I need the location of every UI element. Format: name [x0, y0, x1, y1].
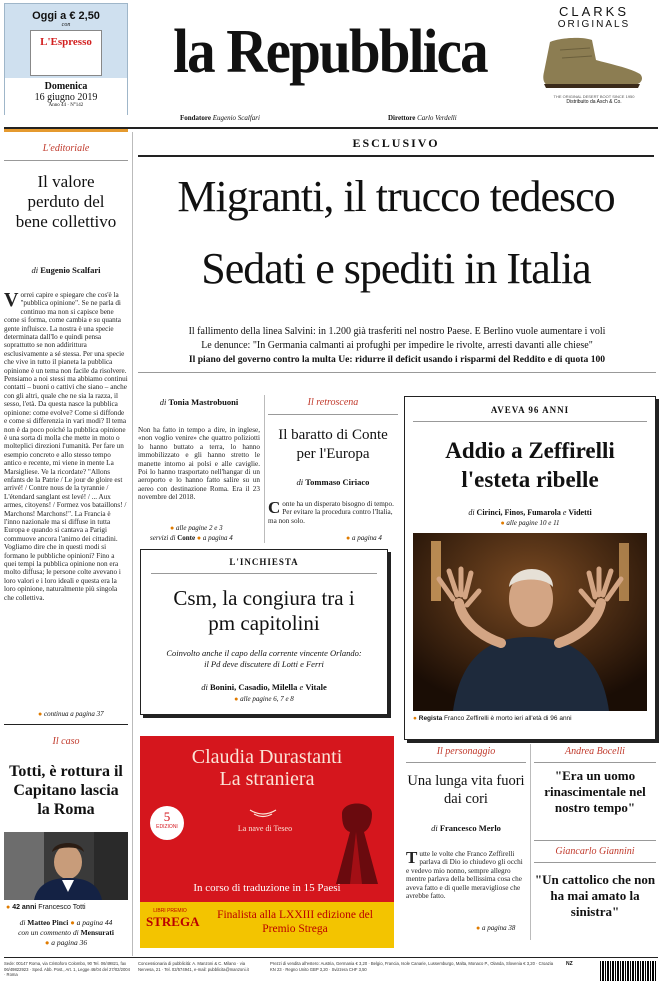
date-label: 16 giugno 2019 [34, 92, 98, 103]
clarks-brand: CLARKS [558, 4, 630, 19]
inchiesta-kicker: L'INCHIESTA [229, 557, 299, 567]
editoriale-byline: di Eugenio Scalfari [31, 265, 101, 275]
zeffirelli-box[interactable] [404, 396, 656, 740]
totti-photo [4, 832, 128, 900]
footer-col-2: Concessionaria di pubblicità: A. Manzoni & C. Milano · via Nervesa, 21 · Tel. 02/574941, e-mail: pubblicita@manzoni.it [138, 961, 249, 972]
orange-accent [4, 129, 128, 132]
personaggio-title[interactable]: Una lunga vita fuori dai cori [407, 773, 525, 807]
inchiesta-byline: di Bonini, Casadio, Milella e Vitale [201, 682, 327, 692]
woman-silhouette [322, 794, 392, 884]
zeffirelli-kicker: AVEVA 96 ANNI [490, 405, 570, 415]
footer-col-3: Prezzi di vendita all'estero: Austria, Germania € 3,20 · Belgio, Francia, Isole Canarie, Lussemburgo, Malta, Monaco P., Olanda, Slovenia € 3,20 · Croazia KN 23 · Regno Unito GBP 3,20 · Svizzera CHF 3,50 [270, 961, 554, 972]
editoriale-cont[interactable]: ● continua a pagina 37 [38, 710, 104, 718]
personaggio-body: T utte le volte che Franco Zeffirelli parlava di Dio io chiudevo gli occhi e vedevo mio nonno, sempre allegro mentre parlava della bellissima cosa che aveva fatto e di quelle meravigliose che avrebbe fatto. [406, 850, 523, 901]
zeffirelli-photo [413, 533, 647, 711]
editoriale-dropcap: V [4, 291, 19, 311]
zeffirelli-caption: ● Regista Franco Zeffirelli è morto ieri all'età di 96 anni [413, 715, 572, 722]
strega-band [140, 902, 394, 948]
barcode-icon [600, 961, 656, 981]
inchiesta-sub: Coinvolto anche il capo della corrente vincente Orlando: il Pd deve discutere di Lotti e Ferri [166, 648, 362, 669]
book-author: Claudia Durastanti [191, 746, 343, 768]
book-title: La straniera [219, 768, 315, 790]
book-ad[interactable] [140, 736, 394, 948]
clarks-dist: Distribuito da Asch & Co. [566, 99, 622, 105]
price-with: con [61, 22, 71, 28]
retroscena-title[interactable]: Il baratto di Conte per l'Europa [278, 427, 388, 462]
book-publisher: La nave di Teseo [237, 824, 293, 833]
personaggio-byline: di Francesco Merlo [431, 823, 501, 833]
director-line: Direttore Carlo Verdelli [388, 114, 457, 122]
espresso-logo: L'Espresso [40, 36, 92, 48]
main-headline-2[interactable]: Sedati e spediti in Italia [201, 244, 591, 293]
inchiesta-title: Csm, la congiura tra i pm capitolini [173, 586, 355, 635]
giannini-quote[interactable]: "Un cattolico che non ha mai amato la sinistra" [534, 872, 656, 919]
strega-logo: LIBRI PREMIO STREGA [146, 908, 200, 929]
espresso-cover [30, 30, 102, 76]
founder-line: Fondatore Eugenio Scalfari [180, 114, 260, 122]
personaggio-page[interactable]: ● a pagina 38 [476, 924, 516, 932]
totti-caption: ● 42 anni Francesco Totti [6, 904, 86, 911]
zeffirelli-pages: ● alle pagine 10 e 11 [500, 519, 560, 527]
mastrobuoni-body: Non ha fatto in tempo a dire, in inglese, «non voglio venire» che quattro poliziotti lo hanno buttato a terra, lo hanno immobilizzato e gli hanno stretto le manette intorno ai polsi e alle caviglie. Poi lo hanno trasportato nell'hangar di un aeroporto e lo hanno fatto salire su un aereo con destinazione Roma. Era il 23 novembre del 2018. [138, 426, 260, 502]
newspaper-logo[interactable]: la Repubblica [173, 18, 487, 86]
zeffirelli-title: Addio a Zeffirelli l'esteta ribelle [445, 438, 615, 492]
caso-kicker: Il caso [52, 736, 80, 747]
footer-col-1: Sede: 00147 Roma, via Cristoforo Colombo, 90 Tel. 06/49821, fax 06/49822923 · Sped. Abb. Post., Art. 1, Legge 46/04 del 27/02/2004 · Roma [4, 961, 130, 977]
clarks-brand2: ORIGINALS [557, 19, 631, 30]
issue-label: Anno 44 · N°142 [48, 103, 84, 108]
main-sub-3: Il piano del governo contro la multa Ue: ridurre il deficit usando i risparmi del Reddito e di quota 100 [188, 354, 606, 365]
clarks-ad[interactable] [530, 2, 658, 124]
founder-name: Eugenio Scalfari [212, 114, 260, 122]
director-name: Carlo Verdelli [417, 114, 457, 122]
retroscena-kicker: Il retroscena [307, 397, 359, 408]
zeffirelli-byline: di Cirinci, Finos, Fumarola e Videtti [468, 508, 592, 517]
strega-finalist: Finalista alla LXXIII edizione del Premio Strega [217, 909, 373, 935]
retroscena-page[interactable]: ● a pagina 4 [346, 534, 382, 542]
caso-title[interactable]: Totti, è rottura il Capitano lascia la Roma [9, 763, 123, 818]
mastrobuoni-byline: di Tonia Mastrobuoni [159, 397, 239, 407]
bocelli-quote[interactable]: "Era un uomo rinascimentale nel nostro tempo" [544, 768, 646, 815]
footer-code: NZ [566, 961, 573, 967]
price-label: Oggi a € 2,50 [32, 10, 100, 22]
desert-boot-icon [530, 30, 658, 94]
editoriale-text: orrei capire e spiegare che cos'è la "pubblica opinione". Se ne parla di continuo ma non si capisce bene come si forma, come cambia e su quanta gente influisce. La nostra è una specie determinata dall'Io e quindi pensa soprattutto se non addirittura esclusivamente a sé stessa. Per una specie che vive in tutto il pianeta la pubblica opinione è un tema non facile da risolvere. Pensiamo a noi stessi ma abbiamo continui contatti – buoni o cattivi che siano – anche con gli altri, quale che ne sia la razza, il sesso, l'età. Da questa nasce la pubblica opinione: come evolve? Come si diffonde e come si differenzia in vari modi? Il tema non è da poco poiché la pubblica opinione è una sorta di molla che mette in moto o molteplici direzioni l'umanità. Per fare un esempio concreto e allo stesso tempo antico e recente, mi viene in mente La Marsigliese. Ve la ricordate? "Allons enfants de la Patrie / Le jour de gloire est arrivé! / Contre nous de la tyrannie / L'étendard sanglant est levé! / ... Aux armes, citoyens! / Formez vos bataillons! / Marchons! Marchons!". La Francia è l'inno nazionale ma si diffuse in tutta Europa e quando si cantava a Parigi commuove ancora l'animo dei cittadini. Vogliamo dire che in questi modi si formano le pubbliche opinioni? Fino a quei tempi la pubblica opinione non era molto diffusa; le persone colte avevano i loro valori e i loro ideali e questa era la loro opinione, naturalmente più singola che collettiva. [4, 291, 128, 602]
personaggio-dropcap: T [406, 850, 418, 867]
mastrobuoni-services[interactable]: servizi di Conte ● a pagina 4 [150, 534, 233, 542]
editions-badge: 5 EDIZIONI [150, 806, 184, 840]
editoriale-title[interactable]: Il valore perduto del bene collettivo [15, 172, 117, 231]
caso-byline: di Matteo Pinci ● a pagina 44 con un commento di Mensurati ● a pagina 36 [18, 918, 114, 947]
giannini-kicker: Giancarlo Giannini [555, 846, 635, 857]
personaggio-kicker: Il personaggio [436, 746, 496, 757]
price-box [4, 3, 128, 115]
inchiesta-pages: ● alle pagine 6, 7 e 8 [234, 695, 294, 703]
inchiesta-box[interactable] [140, 549, 388, 715]
retroscena-dropcap: C [268, 500, 281, 517]
editoriale-kicker: L'editoriale [42, 143, 90, 154]
editoriale-author: Eugenio Scalfari [40, 265, 101, 275]
book-translation: In corso di traduzione in 15 Paesi [193, 882, 341, 894]
main-headline-1[interactable]: Migranti, il trucco tedesco [177, 172, 615, 221]
editoriale-body [4, 291, 128, 706]
day-label: Domenica [44, 81, 88, 92]
main-sub-1: Il fallimento della linea Salvini: in 1.200 già trasferiti nel nostro Paese. E Berlino vuole aumentare i voli [188, 326, 606, 337]
mastrobuoni-pages[interactable]: ● alle pagine 2 e 3 [170, 524, 223, 532]
retroscena-body: C onte ha un disperato bisogno di tempo. Per evitare la procedura contro l'Italia, ma non solo. [268, 500, 394, 525]
ship-logo-icon [248, 806, 278, 818]
retroscena-byline: di Tommaso Ciriaco [296, 477, 370, 487]
main-sub-2: Le denunce: "In Germania calmanti ai profughi per impedire le rivolte, arresti davanti alle chiese" [201, 340, 593, 351]
exclusive-banner: ESCLUSIVO [352, 136, 440, 150]
footer-rule [4, 957, 658, 958]
clarks-tag: THE ORIGINAL DESERT BOOT SINCE 1950 [553, 94, 635, 99]
bocelli-kicker: Andrea Bocelli [565, 746, 625, 757]
